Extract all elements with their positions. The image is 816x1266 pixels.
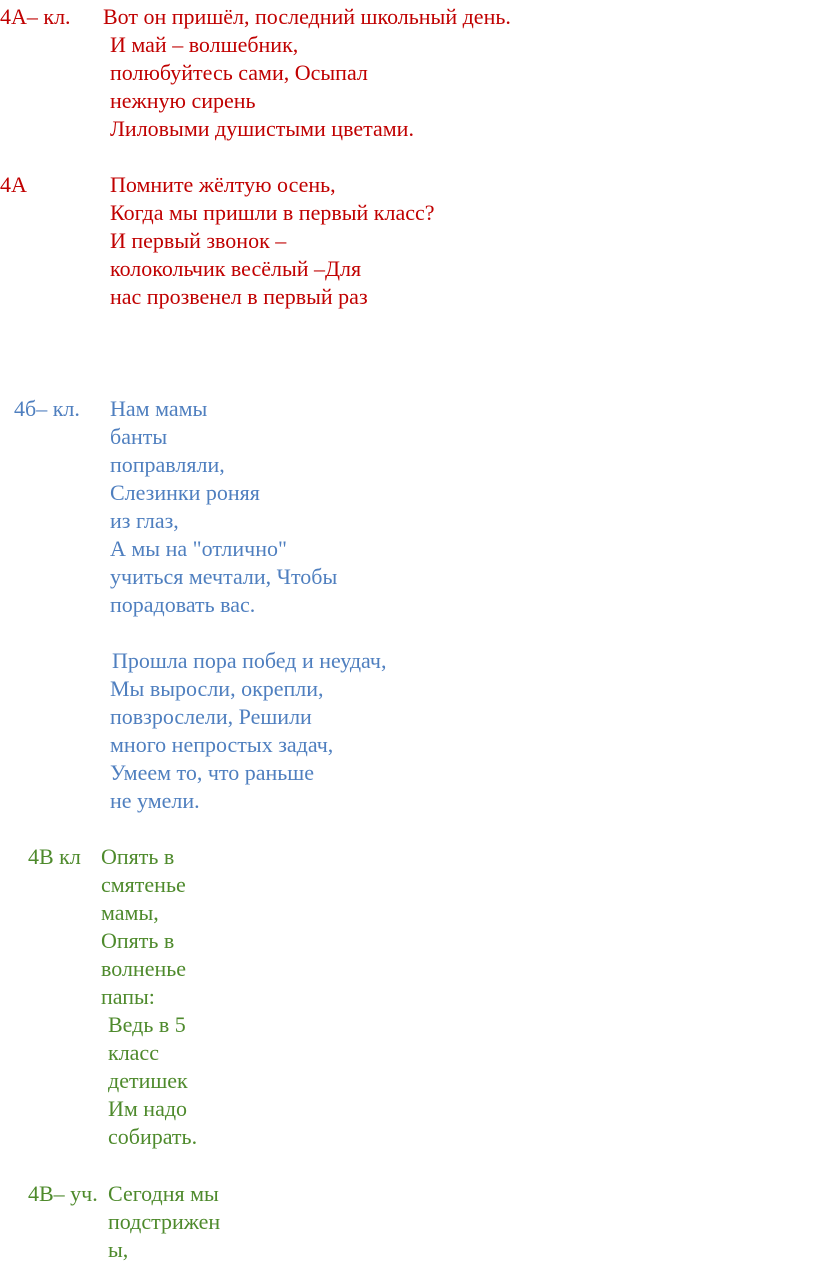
verse-line: Прошла пора побед и неудач,	[112, 648, 387, 673]
verse-line: из глаз,	[110, 508, 179, 533]
verse-line: Умеем то, что раньше	[110, 760, 315, 785]
verse-line: порадовать вас.	[110, 592, 256, 617]
verse-line: колокольчик весёлый –Для	[110, 256, 362, 281]
verse-line: класс	[108, 1040, 159, 1065]
verse-line: Помните жёлтую осень,	[110, 172, 336, 197]
verse-line: Нам мамы	[110, 396, 208, 421]
verse-line: Ведь в 5	[108, 1012, 186, 1037]
speaker-label: 4б– кл.	[14, 396, 80, 421]
speaker-label: 4А– кл.	[0, 4, 71, 29]
verse-line: смятенье	[101, 872, 186, 897]
verse-line: папы:	[101, 984, 155, 1009]
verse-line: повзрослели, Решили	[110, 704, 312, 729]
verse-line: Им надо	[108, 1096, 188, 1121]
speaker-label: 4В– уч.	[28, 1181, 98, 1206]
verse-line: мамы,	[101, 900, 159, 925]
verse-line: И первый звонок –	[110, 228, 287, 253]
verse-line: поправляли,	[110, 452, 225, 477]
verse-line: полюбуйтесь сами, Осыпал	[110, 60, 368, 85]
verse-line: Опять в	[101, 844, 175, 869]
verse-line: банты	[110, 424, 168, 449]
verse-line: детишек	[108, 1068, 188, 1093]
verse-line: собирать.	[108, 1124, 198, 1149]
verse-line: Опять в	[101, 928, 175, 953]
verse-line: Лиловыми душистыми цветами.	[110, 116, 414, 141]
verse-line: нежную сирень	[110, 88, 256, 113]
speaker-label: 4В кл	[28, 844, 81, 869]
verse-line: А мы на "отлично"	[110, 536, 287, 561]
verse-line: Вот он пришёл, последний школьный день.	[103, 4, 511, 29]
speaker-label: 4А	[0, 172, 27, 197]
verse-line: ы,	[108, 1237, 129, 1262]
verse-line: нас прозвенел в первый раз	[110, 284, 368, 309]
verse-line: Когда мы пришли в первый класс?	[110, 200, 435, 225]
verse-line: Сегодня мы	[108, 1181, 219, 1206]
verse-line: учиться мечтали, Чтобы	[110, 564, 338, 589]
verse-line: много непростых задач,	[110, 732, 334, 757]
verse-line: Слезинки роняя	[110, 480, 260, 505]
verse-line: И май – волшебник,	[110, 32, 299, 57]
verse-line: подстрижен	[108, 1209, 221, 1234]
verse-line: не умели.	[110, 788, 200, 813]
verse-line: Мы выросли, окрепли,	[110, 676, 324, 701]
verse-line: волненье	[101, 956, 187, 981]
